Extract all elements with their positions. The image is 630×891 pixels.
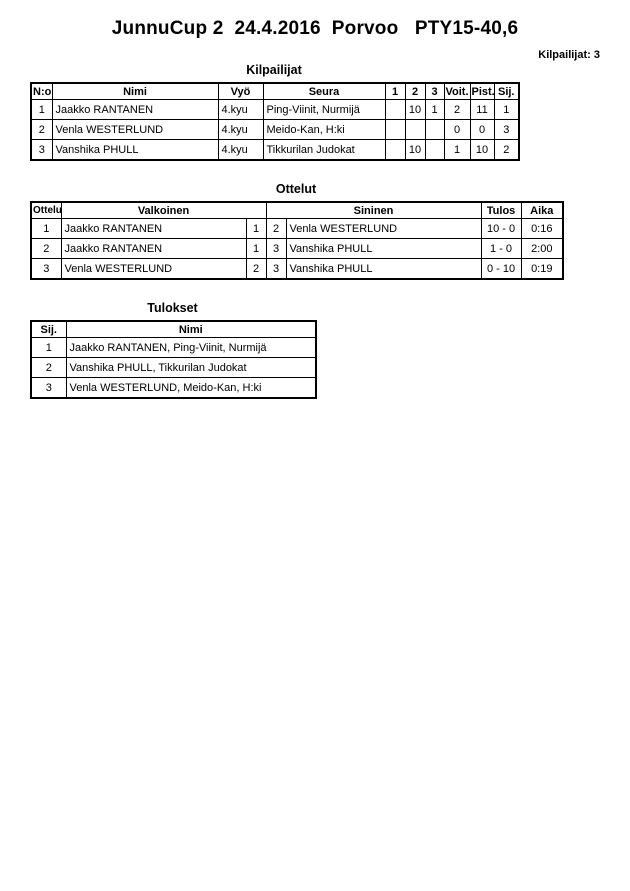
tulokset-header-row — [31, 321, 316, 338]
cell-tulos: 1 - 0 — [481, 239, 521, 259]
cell-seura: Ping-Viinit, Nurmijä — [263, 100, 385, 120]
cell-blue-name: Vanshika PHULL — [286, 239, 481, 259]
cell-nimi: Jaakko RANTANEN, Ping-Viinit, Nurmijä — [66, 338, 316, 358]
cell-score-3 — [425, 120, 444, 140]
cell-pist: 10 — [470, 140, 494, 161]
col-header-nimi: Nimi — [66, 321, 316, 338]
col-header-ottelu: Ottelu — [31, 202, 61, 219]
col-header-nimi: Nimi — [52, 83, 218, 100]
table-row — [31, 378, 316, 399]
cell-voit: 1 — [444, 140, 470, 161]
cell-blue-name: Venla WESTERLUND — [286, 219, 481, 239]
cell-score-1 — [385, 120, 405, 140]
cell-vyo: 4.kyu — [218, 100, 263, 120]
cell-vyo: 4.kyu — [218, 140, 263, 161]
cell-sij: 1 — [31, 338, 66, 358]
cell-blue-num: 2 — [266, 219, 286, 239]
col-header-voit: Voit. — [444, 83, 470, 100]
page-title: JunnuCup 2 24.4.2016 Porvoo PTY15-40,6 — [111, 18, 519, 39]
col-header-sij: Sij. — [31, 321, 66, 338]
cell-aika: 0:16 — [521, 219, 563, 239]
cell-pist: 11 — [470, 100, 494, 120]
cell-white-num: 1 — [246, 219, 266, 239]
table-row — [31, 358, 316, 378]
cell-aika: 0:19 — [521, 259, 563, 280]
col-header-sininen: Sininen — [266, 202, 481, 219]
competitors-count-label: Kilpailijat: 3 — [538, 49, 600, 61]
cell-white-name: Venla WESTERLUND — [61, 259, 246, 280]
col-header-aika: Aika — [521, 202, 563, 219]
cell-nimi: Vanshika PHULL, Tikkurilan Judokat — [66, 358, 316, 378]
cell-seura: Meido-Kan, H:ki — [263, 120, 385, 140]
cell-score-1 — [385, 140, 405, 161]
cell-blue-num: 3 — [266, 239, 286, 259]
cell-white-name: Jaakko RANTANEN — [61, 239, 246, 259]
table-row — [31, 338, 316, 358]
ottelut-heading: Ottelut — [275, 182, 317, 196]
table-row — [31, 140, 519, 161]
cell-score-2: 10 — [405, 140, 425, 161]
cell-sij: 1 — [494, 100, 519, 120]
cell-seura: Tikkurilan Judokat — [263, 140, 385, 161]
col-header-seura: Seura — [263, 83, 385, 100]
kilpailijat-header-row — [31, 83, 519, 100]
cell-tulos: 0 - 10 — [481, 259, 521, 280]
ottelut-table — [30, 201, 564, 280]
col-header-2: 2 — [405, 83, 425, 100]
cell-match-no: 2 — [31, 239, 61, 259]
kilpailijat-heading: Kilpailijat — [246, 63, 302, 77]
cell-score-2: 10 — [405, 100, 425, 120]
col-header-no: N:o — [31, 83, 52, 100]
cell-match-no: 3 — [31, 259, 61, 280]
cell-sij: 2 — [31, 358, 66, 378]
cell-tulos: 10 - 0 — [481, 219, 521, 239]
cell-sij: 3 — [494, 120, 519, 140]
col-header-valkoinen: Valkoinen — [61, 202, 266, 219]
col-header-tulos: Tulos — [481, 202, 521, 219]
cell-voit: 2 — [444, 100, 470, 120]
cell-blue-name: Vanshika PHULL — [286, 259, 481, 280]
cell-white-name: Jaakko RANTANEN — [61, 219, 246, 239]
cell-match-no: 1 — [31, 219, 61, 239]
cell-vyo: 4.kyu — [218, 120, 263, 140]
tulokset-heading: Tulokset — [147, 301, 198, 315]
table-row — [31, 120, 519, 140]
cell-nimi: Vanshika PHULL — [52, 140, 218, 161]
cell-no: 1 — [31, 100, 52, 120]
cell-voit: 0 — [444, 120, 470, 140]
cell-sij: 2 — [494, 140, 519, 161]
col-header-1: 1 — [385, 83, 405, 100]
cell-pist: 0 — [470, 120, 494, 140]
section-ottelut — [30, 182, 562, 280]
cell-no: 2 — [31, 120, 52, 140]
cell-blue-num: 3 — [266, 259, 286, 280]
cell-score-1 — [385, 100, 405, 120]
cell-sij: 3 — [31, 378, 66, 399]
section-kilpailijat — [30, 63, 518, 161]
kilpailijat-table — [30, 82, 520, 161]
cell-score-3 — [425, 140, 444, 161]
cell-score-3: 1 — [425, 100, 444, 120]
table-row — [31, 100, 519, 120]
col-header-pist: Pist. — [470, 83, 494, 100]
cell-white-num: 1 — [246, 239, 266, 259]
cell-aika: 2:00 — [521, 239, 563, 259]
col-header-sij: Sij. — [494, 83, 519, 100]
table-row — [31, 259, 563, 280]
col-header-3: 3 — [425, 83, 444, 100]
cell-nimi: Venla WESTERLUND, Meido-Kan, H:ki — [66, 378, 316, 399]
col-header-vyo: Vyö — [218, 83, 263, 100]
table-row — [31, 219, 563, 239]
cell-no: 3 — [31, 140, 52, 161]
cell-nimi: Jaakko RANTANEN — [52, 100, 218, 120]
ottelut-header-row — [31, 202, 563, 219]
cell-nimi: Venla WESTERLUND — [52, 120, 218, 140]
cell-score-2 — [405, 120, 425, 140]
section-tulokset — [30, 301, 315, 399]
tulokset-table — [30, 320, 317, 399]
table-row — [31, 239, 563, 259]
cell-white-num: 2 — [246, 259, 266, 280]
